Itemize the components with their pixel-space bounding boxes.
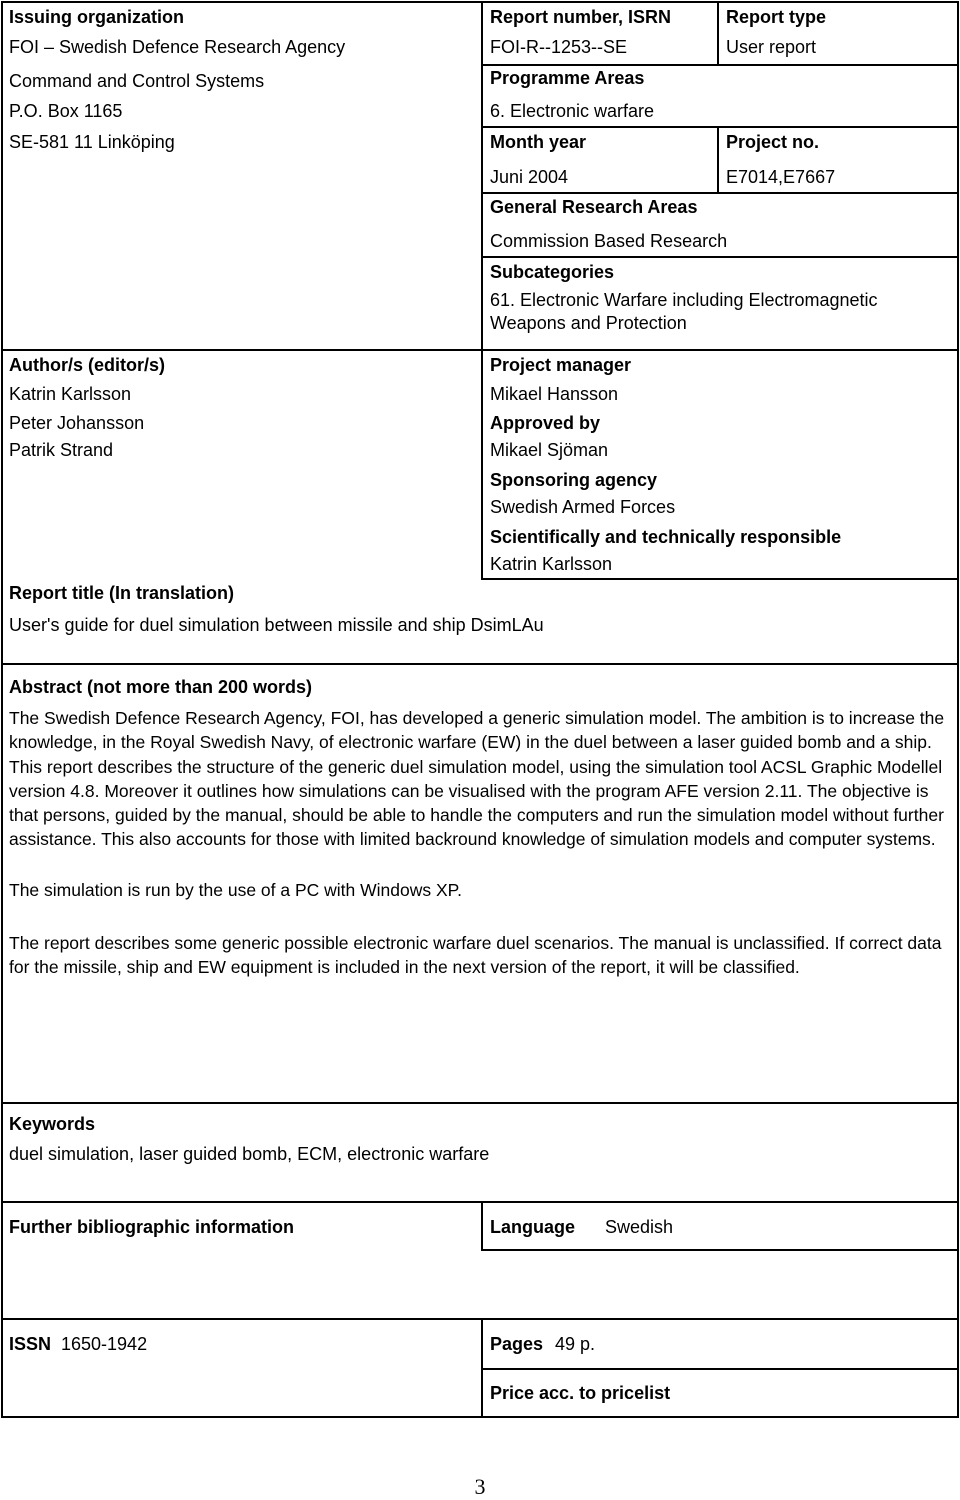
rule-price-top [481,1368,959,1370]
rule-reptype [717,1,719,65]
sponsoring-agency-label: Sponsoring agency [490,470,658,490]
issuing-line-1: FOI – Swedish Defence Research Agency [9,37,346,57]
general-research-value: Commission Based Research [490,231,728,251]
rule-keywords-top [1,1102,959,1104]
author-1: Katrin Karlsson [9,384,132,404]
issuing-line-4: SE-581 11 Linköping [9,132,175,152]
pages-value: 49 p. [555,1334,596,1354]
rule-sub-top [481,256,959,258]
report-number-label: Report number, ISRN [490,7,672,27]
keywords-label: Keywords [9,1114,96,1134]
issuing-line-3: P.O. Box 1165 [9,101,123,121]
rule-right [957,1,959,1418]
rule-reptype-bottom [481,64,959,66]
issn-value: 1650-1942 [61,1334,148,1354]
abstract-label: Abstract (not more than 200 words) [9,677,313,697]
rule-people-left [1,349,481,351]
month-year-label: Month year [490,132,587,152]
subcategories-label: Subcategories [490,262,615,282]
rule-month-top [481,126,959,128]
rule-project [717,126,719,192]
authors-label: Author/s (editor/s) [9,355,165,375]
programme-areas-value: 6. Electronic warfare [490,101,655,121]
rule-mid-people [481,349,483,579]
rule-bottom [1,1416,959,1418]
rule-left [1,1,3,1418]
issn-label: ISSN [9,1334,52,1354]
project-no-value: E7014,E7667 [726,167,836,187]
report-type-value: User report [726,37,817,57]
abstract-paragraph-3: The report describes some generic possible electronic warfare duel scenarios. The manual is unclassified. If correct data for the missile, ship and EW equipment is included in the next version of the report, it will be classified. [9,933,942,978]
rule-abstract-top [1,663,959,665]
approved-by-value: Mikael Sjöman [490,440,609,460]
rule-people-right [481,349,959,351]
issuing-label: Issuing organization [9,7,185,27]
subcategories-line-2: Weapons and Protection [490,313,687,333]
responsible-value: Katrin Karlsson [490,554,613,574]
further-info-label: Further bibliographic information [9,1217,294,1237]
report-title-value: User's guide for duel simulation between missile and ship DsimLAu [9,615,544,635]
report-type-label: Report type [726,7,827,27]
subcategories-line-1: 61. Electronic Warfare including Electromagnetic [490,290,878,310]
price-label: Price acc. to pricelist [490,1383,671,1403]
pages-label: Pages [490,1334,544,1354]
author-2: Peter Johansson [9,413,145,433]
approved-by-label: Approved by [490,413,601,433]
rule-general-top [481,192,959,194]
project-manager-value: Mikael Hansson [490,384,619,404]
abstract-paragraph-1: The Swedish Defence Research Agency, FOI, has developed a generic simulation model. The ambition is to increase the knowledge, in the Royal Swedish Navy, of electronic warfare (EW) in the duel between a laser guided bomb and a ship. This report describes the structure of the generic duel simulation model, using the simulation tool ACSL Graphic Modellel version 4.8. Moreover it outlines how simulations can be visualised with the program AFE version 2.11. The objective is that persons, guided by the manual, should be able to handle the computers and run the simulation model without further assistance. This also accounts for those with limited backround knowledge of simulation models and computer systems. [9,708,945,850]
project-no-label: Project no. [726,132,820,152]
month-year-value: Juni 2004 [490,167,569,187]
report-number-value: FOI-R--1253--SE [490,37,628,57]
responsible-label: Scientifically and technically responsible [490,527,842,547]
rule-language-bottom [481,1249,959,1251]
programme-areas-label: Programme Areas [490,68,645,88]
sponsoring-agency-value: Swedish Armed Forces [490,497,676,517]
abstract-paragraph-2: The simulation is run by the use of a PC with Windows XP. [9,880,462,900]
language-label: Language [490,1217,576,1237]
author-3: Patrik Strand [9,440,114,460]
rule-language [481,1201,483,1250]
rule-further-top [1,1201,959,1203]
issuing-line-2: Command and Control Systems [9,71,265,91]
general-research-label: General Research Areas [490,197,698,217]
page-number: 3 [474,1474,486,1499]
project-manager-label: Project manager [490,355,632,375]
language-value: Swedish [605,1217,674,1237]
rule-mid-top [481,1,483,349]
keywords-value: duel simulation, laser guided bomb, ECM, electronic warfare [9,1144,490,1164]
rule-resp-bottom [481,578,959,580]
rule-top [1,1,959,3]
report-title-label: Report title (In translation) [9,583,234,603]
rule-issn-top [1,1318,959,1320]
